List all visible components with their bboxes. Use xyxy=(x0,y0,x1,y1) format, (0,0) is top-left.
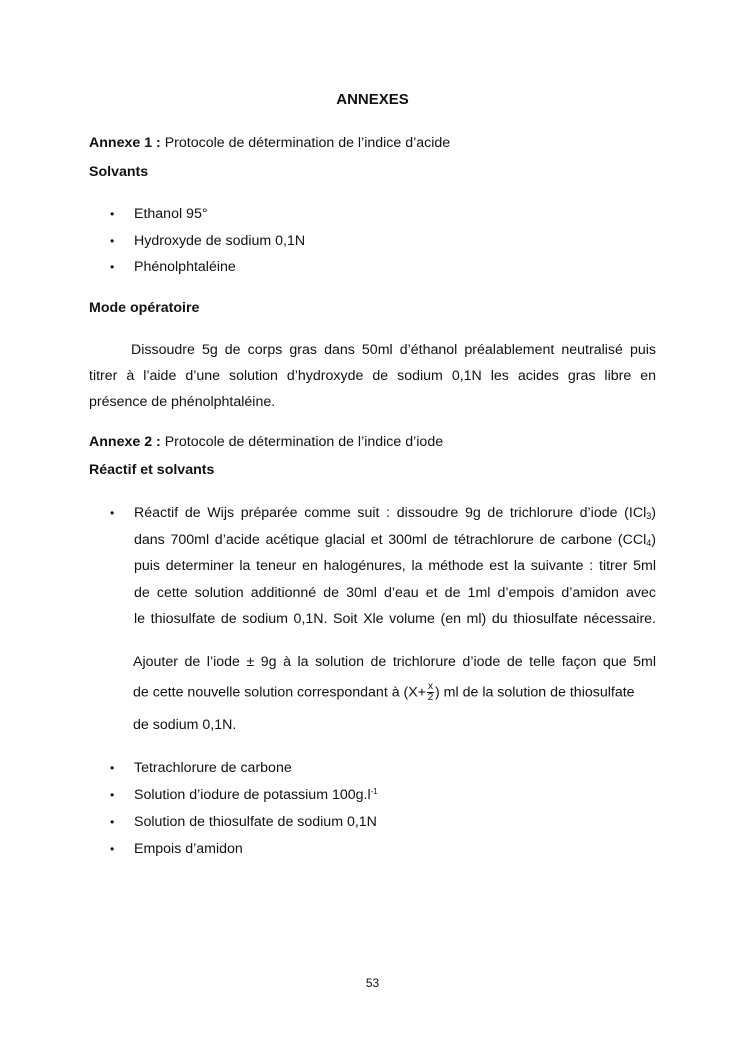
mode-heading: Mode opératoire xyxy=(89,300,200,316)
mode-line: présence de phénolphtaléine. xyxy=(89,394,276,410)
text: ) ml de la solution de thiosulfate xyxy=(435,684,635,701)
bullet-icon: • xyxy=(110,842,115,856)
bullet-icon: • xyxy=(110,207,115,221)
mode-line: Dissoudre 5g de corps gras dans 50ml d’éthanol préalablement neutralisé puis xyxy=(131,342,656,358)
annexe-2-label: Annexe 2 : xyxy=(89,434,161,450)
text: ) xyxy=(651,532,656,548)
fraction xyxy=(427,682,434,703)
text: dans 700ml d’acide acétique glacial et 300ml de tétrachlorure de carbone (CCl xyxy=(134,532,647,548)
page-number: 53 xyxy=(365,976,380,990)
bullet-icon: • xyxy=(110,506,115,520)
reactif-item: Solution de thiosulfate de sodium 0,1N xyxy=(134,814,377,830)
text: ) xyxy=(651,505,656,521)
solvant-item: Phénolphtaléine xyxy=(134,259,236,275)
ajouter-line xyxy=(133,682,635,703)
text: de cette nouvelle solution correspondant à (X+ xyxy=(133,684,427,701)
wijs-line xyxy=(134,505,656,521)
mode-line: titrer à l’aide d’une solution d’hydroxyde de sodium 0,1N les acides gras libre en xyxy=(89,368,656,384)
solvants-heading: Solvants xyxy=(89,164,149,180)
numerator: x xyxy=(428,681,434,692)
bullet-icon: • xyxy=(110,260,115,274)
superscript: -1 xyxy=(370,787,378,796)
wijs-line: le thiosulfate de sodium 0,1N. Soit Xle volume (en ml) du thiosulfate nécessaire. xyxy=(134,611,656,627)
bullet-icon: • xyxy=(110,234,115,248)
annexe-1-title: Protocole de détermination de l’indice d’acide xyxy=(160,135,451,151)
annexe-2-title: Protocole de détermination de l’indice d’iode xyxy=(160,434,444,450)
page-title: ANNEXES xyxy=(336,91,409,108)
subscript: 4 xyxy=(646,538,652,548)
solvant-item: Hydroxyde de sodium 0,1N xyxy=(134,233,306,249)
annexe-1-heading xyxy=(89,135,450,151)
annexe-2-heading xyxy=(89,434,443,450)
annexe-1-label: Annexe 1 : xyxy=(89,135,161,151)
reactif-item: Empois d’amidon xyxy=(134,841,243,857)
ajouter-line: de sodium 0,1N. xyxy=(133,717,237,733)
bullet-icon: • xyxy=(110,788,115,802)
wijs-line: de cette solution additionné de 30ml d’eau et de 1ml d’empois d’amidon avec xyxy=(134,585,656,601)
text: Solution d’iodure de potassium 100g.l xyxy=(134,787,371,803)
wijs-line xyxy=(134,532,656,548)
bullet-icon: • xyxy=(110,815,115,829)
reactif-heading: Réactif et solvants xyxy=(89,462,215,478)
ajouter-line: Ajouter de l’iode ± 9g à la solution de trichlorure d’iode de telle façon que 5ml xyxy=(133,654,656,670)
wijs-line: puis determiner la teneur en halogénures, la méthode est la suivante : titrer 5ml xyxy=(134,558,656,574)
reactif-item xyxy=(134,787,378,803)
denominator: 2 xyxy=(427,692,434,703)
subscript: 3 xyxy=(646,511,652,521)
reactif-item: Tetrachlorure de carbone xyxy=(134,760,292,776)
text: Réactif de Wijs préparée comme suit : dissoudre 9g de trichlorure d’iode (ICl xyxy=(134,505,647,521)
solvant-item: Ethanol 95° xyxy=(134,206,208,222)
bullet-icon: • xyxy=(110,761,115,775)
